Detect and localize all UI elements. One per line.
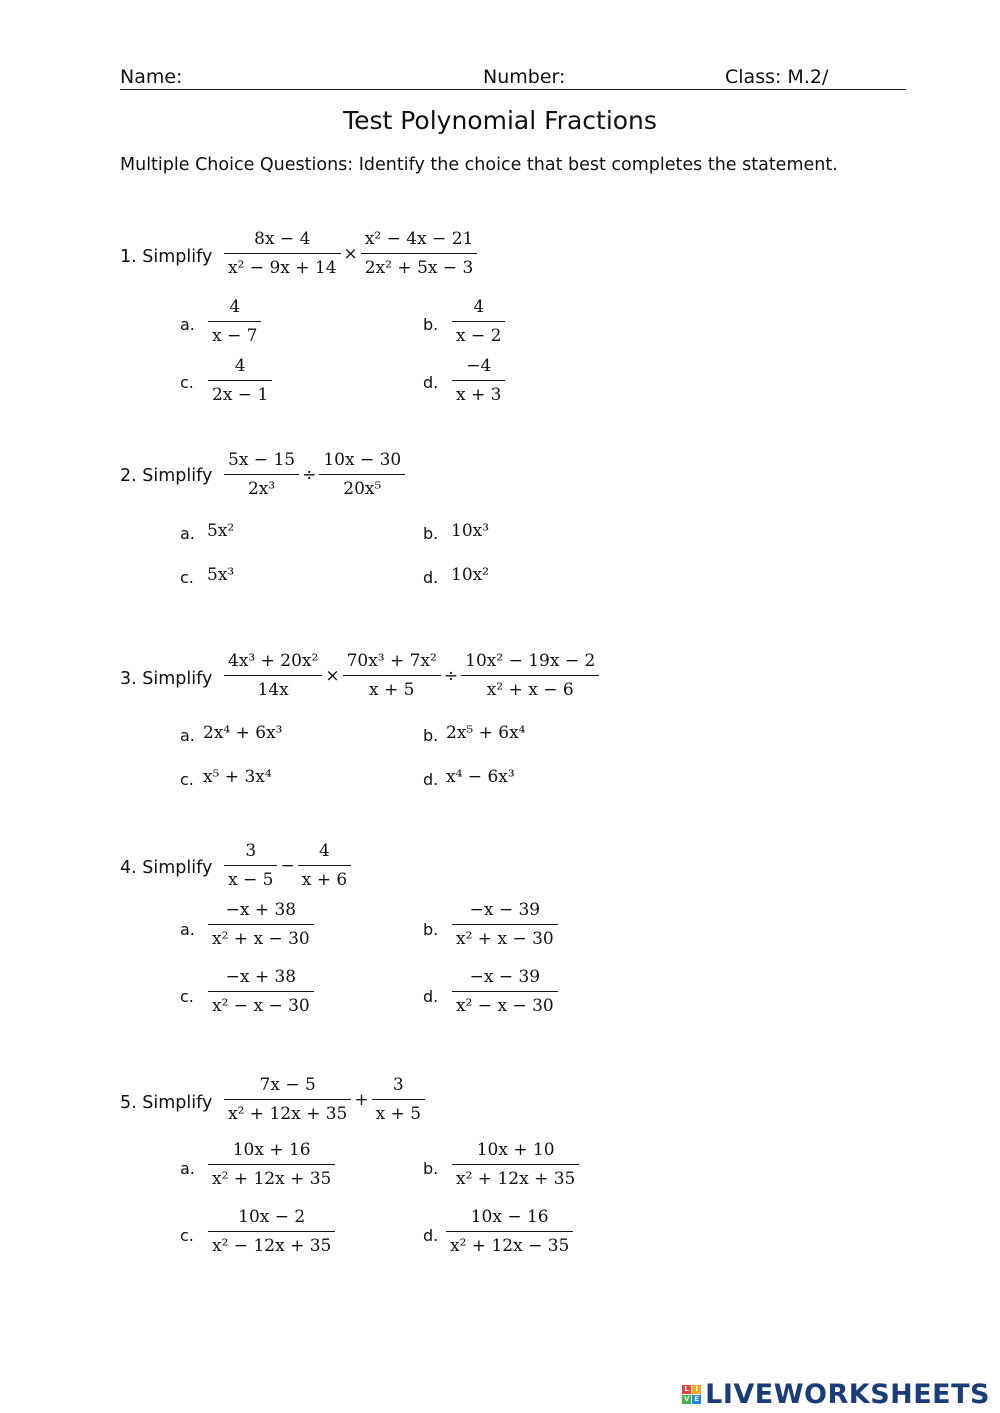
question-label: 1. Simplify	[120, 247, 213, 267]
name-label: Name:	[120, 66, 183, 88]
question-expression: $\frac{5x - 15}{\text{2x³}}$ ÷ $\frac{10x - 30}{\text{20x⁵}}$	[222, 449, 407, 500]
question-label: 2. Simplify	[120, 466, 213, 486]
option-d-label: d.	[423, 373, 439, 392]
option-c[interactable]: $\frac{-x + 38}{\text{x² − x − 30}}$	[206, 966, 316, 1017]
option-a[interactable]: 5x²	[207, 521, 235, 541]
option-a-label: a.	[180, 920, 195, 939]
question-expression: $\frac{8x - 4}{\text{x² − 9x + 14}}$ × $\frac{\text{x² − 4x − 21}}{\text{2x² + 5x − 3}}$	[222, 228, 479, 279]
logo-mark-icon: L I V E	[682, 1385, 701, 1404]
option-c-label: c.	[180, 373, 194, 392]
option-d-label: d.	[423, 770, 439, 789]
question-label: 5. Simplify	[120, 1093, 213, 1113]
option-a-label: a.	[180, 1159, 195, 1178]
option-c[interactable]: $\frac{4}{2x - 1}$	[206, 355, 274, 406]
option-b-label: b.	[423, 524, 439, 543]
logo-text: LIVEWORKSHEETS	[705, 1378, 990, 1410]
fraction: $\frac{4}{x + 6}$	[298, 840, 351, 891]
option-d[interactable]: x⁴ − 6x³	[446, 767, 515, 787]
fraction: $\frac{\text{4x³ + 20x²}}{14x}$	[224, 650, 322, 701]
option-c-label: c.	[180, 568, 194, 587]
option-d[interactable]: $\frac{-4}{x + 3}$	[450, 355, 507, 406]
option-c[interactable]: 5x³	[207, 565, 235, 585]
option-b[interactable]: 2x⁵ + 6x⁴	[446, 723, 526, 743]
option-c-label: c.	[180, 1226, 194, 1245]
option-a[interactable]: 2x⁴ + 6x³	[203, 723, 283, 743]
option-d-label: d.	[423, 1226, 439, 1245]
option-a-label: a.	[180, 524, 195, 543]
fraction: $\frac{7x - 5}{\text{x² + 12x + 35}}$	[224, 1074, 351, 1125]
option-a-label: a.	[180, 726, 195, 745]
option-c[interactable]: $\frac{10x - 2}{\text{x² − 12x + 35}}$	[206, 1206, 337, 1257]
option-b[interactable]: 10x³	[451, 521, 490, 541]
option-d[interactable]: $\frac{-x - 39}{\text{x² − x − 30}}$	[450, 966, 560, 1017]
fraction: $\frac{3}{x + 5}$	[372, 1074, 425, 1125]
option-a[interactable]: $\frac{10x + 16}{\text{x² + 12x + 35}}$	[206, 1139, 337, 1190]
option-b[interactable]: $\frac{4}{x - 2}$	[450, 296, 507, 347]
option-c-label: c.	[180, 770, 194, 789]
class-label: Class: M.2/	[725, 66, 829, 88]
option-b-label: b.	[423, 726, 439, 745]
fraction: $\frac{5x - 15}{\text{2x³}}$	[224, 449, 299, 500]
option-d[interactable]: $\frac{10x - 16}{\text{x² + 12x − 35}}$	[444, 1206, 575, 1257]
liveworksheets-logo	[682, 1377, 990, 1411]
option-a[interactable]: $\frac{4}{x - 7}$	[206, 296, 263, 347]
fraction: $\frac{\text{10x² − 19x − 2}}{\text{x² + x − 6}}$	[461, 650, 599, 701]
option-b[interactable]: $\frac{-x - 39}{\text{x² + x − 30}}$	[450, 899, 560, 950]
number-label: Number:	[483, 66, 566, 88]
option-a-label: a.	[180, 315, 195, 334]
option-c-label: c.	[180, 987, 194, 1006]
option-d-label: d.	[423, 568, 439, 587]
fraction: $\frac{8x - 4}{\text{x² − 9x + 14}}$	[224, 228, 341, 279]
option-d[interactable]: 10x²	[451, 565, 490, 585]
fraction: $\frac{\text{70x³ + 7x²}}{x + 5}$	[343, 650, 441, 701]
option-b[interactable]: $\frac{10x + 10}{\text{x² + 12x + 35}}$	[450, 1139, 581, 1190]
option-b-label: b.	[423, 920, 439, 939]
option-d-label: d.	[423, 987, 439, 1006]
fraction: $\frac{\text{x² − 4x − 21}}{\text{2x² + 5x − 3}}$	[361, 228, 478, 279]
option-a[interactable]: $\frac{-x + 38}{\text{x² + x − 30}}$	[206, 899, 316, 950]
option-b-label: b.	[423, 1159, 439, 1178]
question-expression: $\frac{\text{4x³ + 20x²}}{14x}$ × $\frac{\text{70x³ + 7x²}}{x + 5}$ ÷ $\frac{\text{10x² − 19x − 2}}{\text{x² + x − 6}}$	[222, 650, 601, 701]
option-c[interactable]: x⁵ + 3x⁴	[203, 767, 272, 787]
fraction: $\frac{10x - 30}{\text{20x⁵}}$	[319, 449, 405, 500]
header-rule	[120, 89, 906, 90]
fraction: $\frac{3}{x - 5}$	[224, 840, 277, 891]
question-expression: $\frac{3}{x - 5}$ − $\frac{4}{x + 6}$	[222, 840, 353, 891]
question-expression: $\frac{7x - 5}{\text{x² + 12x + 35}}$ + $\frac{3}{x + 5}$	[222, 1074, 427, 1125]
option-b-label: b.	[423, 315, 439, 334]
question-label: 4. Simplify	[120, 858, 213, 878]
question-label: 3. Simplify	[120, 669, 213, 689]
instructions: Multiple Choice Questions: Identify the choice that best completes the statement.	[120, 155, 838, 175]
page-title: Test Polynomial Fractions	[343, 106, 657, 135]
